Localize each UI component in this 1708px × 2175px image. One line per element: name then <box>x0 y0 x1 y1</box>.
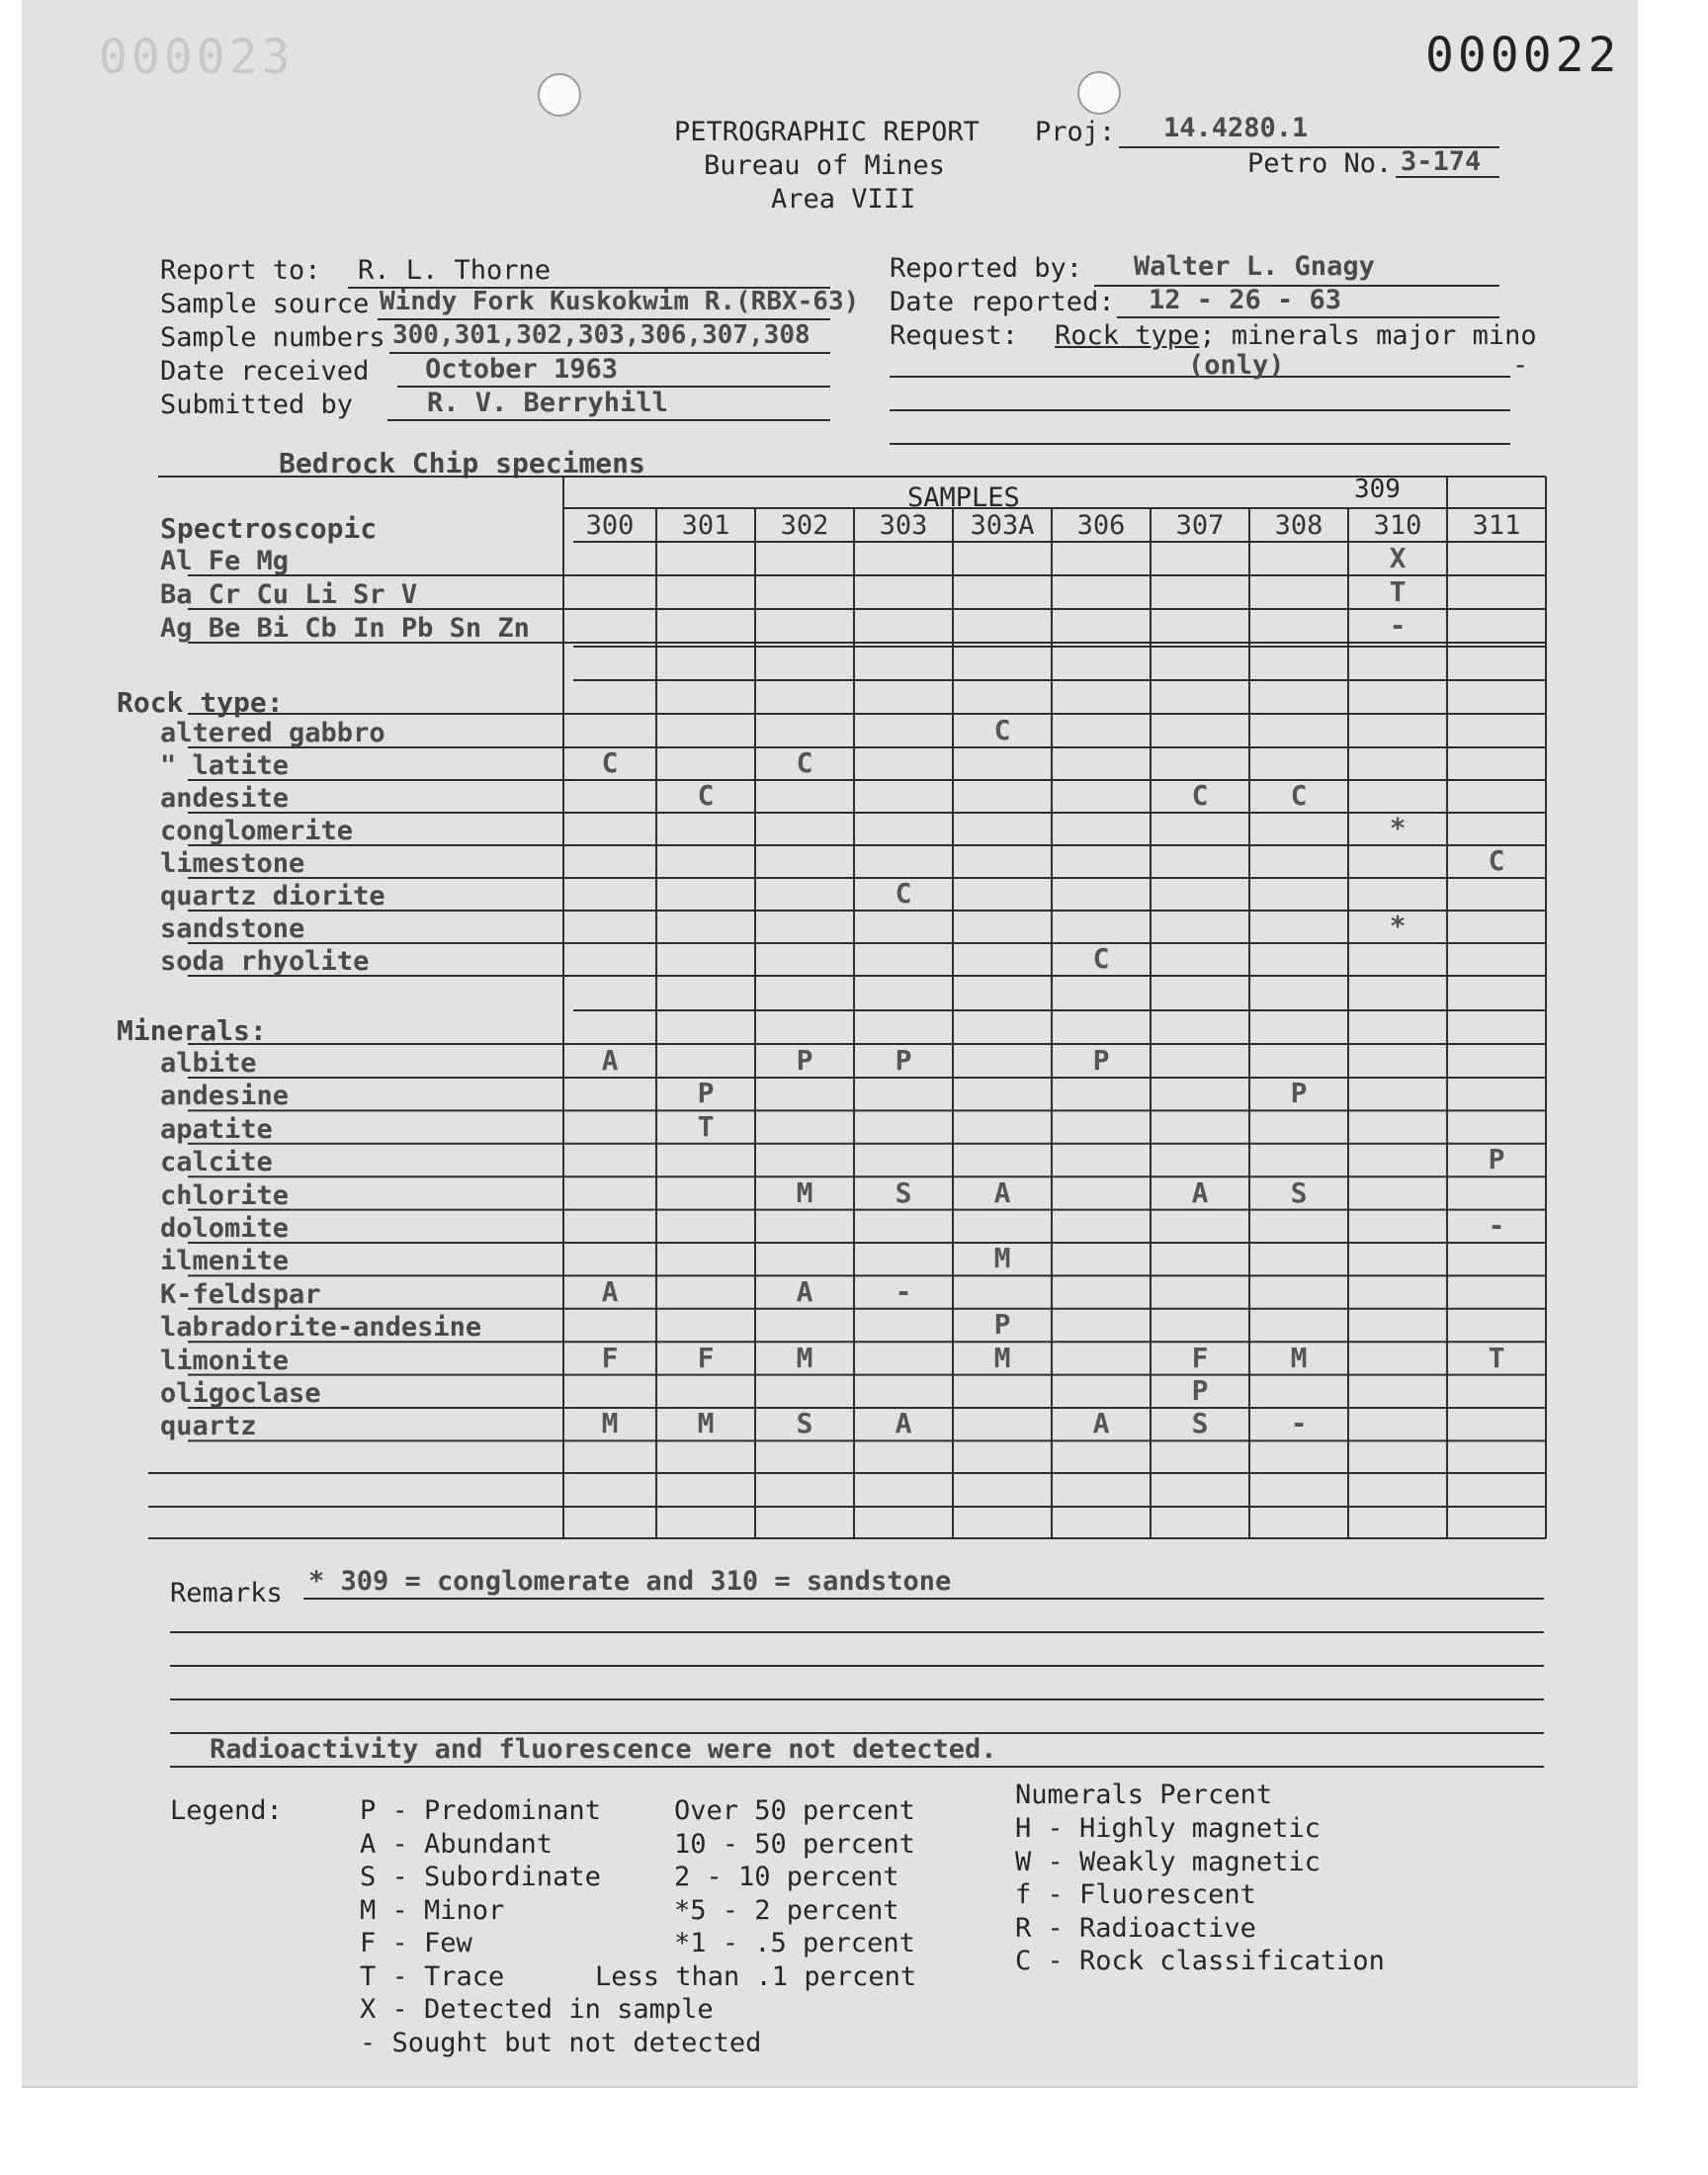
mineral-cell: F <box>697 1341 715 1374</box>
proj-value: 14.4280.1 <box>1163 113 1309 143</box>
legend-right-item: H - Highly magnetic <box>1015 1813 1321 1844</box>
mineral-cell: S <box>796 1407 813 1440</box>
col-header-302: 302 <box>780 510 829 541</box>
rock-row-label: altered gabbro <box>160 718 385 748</box>
sample-source-label: Sample source <box>160 289 370 319</box>
mineral-cell: M <box>796 1175 813 1209</box>
rock-row-label: limestone <box>160 848 305 879</box>
request-underlined-text: Rock type <box>1055 320 1200 351</box>
mineral-cell: F <box>601 1341 619 1374</box>
mineral-cell: T <box>697 1109 715 1143</box>
mineral-row-label: labradorite-andesine <box>160 1312 482 1344</box>
legend-description: *1 - .5 percent <box>674 1928 915 1958</box>
report-to-label: Report to: <box>160 255 321 286</box>
petro-value: 3-174 <box>1401 146 1482 177</box>
bleed-through-number: 000023 <box>99 30 295 85</box>
legend-label: Legend: <box>170 1795 283 1826</box>
legend-code: P - Predominant <box>360 1795 601 1826</box>
document-page <box>22 0 1638 2088</box>
rock-cell: C <box>1191 779 1209 812</box>
mineral-cell: F <box>1191 1341 1209 1374</box>
spectro-cell: X <box>1389 542 1407 574</box>
mineral-cell: A <box>895 1407 912 1440</box>
col-header-300: 300 <box>585 510 635 541</box>
sample-source-value: Windy Fork Kuskokwim R.(RBX-63) <box>380 287 860 316</box>
remarks-underline-1 <box>303 1598 1544 1600</box>
legend-description: Less than .1 percent <box>595 1960 917 1992</box>
request-label: Request: <box>890 320 1019 351</box>
col-header-307: 307 <box>1175 510 1225 541</box>
mineral-cell: T <box>1488 1341 1505 1374</box>
spectroscopic-label: Spectroscopic <box>160 512 378 545</box>
mineral-cell: A <box>1092 1407 1110 1440</box>
report-title: PETROGRAPHIC REPORT <box>674 117 980 147</box>
legend-code: F - Few <box>360 1928 472 1958</box>
mineral-cell: P <box>1488 1143 1505 1176</box>
mineral-cell: - <box>895 1274 912 1308</box>
legend-right-item: W - Weakly magnetic <box>1015 1846 1321 1877</box>
mineral-cell: P <box>993 1308 1011 1342</box>
mineral-cell: M <box>1290 1341 1308 1374</box>
mineral-cell: S <box>1290 1175 1308 1209</box>
mineral-cell: A <box>796 1274 813 1308</box>
samples-label: SAMPLES <box>907 482 1020 513</box>
spectro-row-label: Al Fe Mg <box>160 546 290 576</box>
remarks-underline-3 <box>170 1665 1544 1667</box>
mineral-row-label: oligoclase <box>160 1378 321 1409</box>
mineral-cell: A <box>993 1175 1011 1209</box>
rock-cell: C <box>1092 942 1110 975</box>
col-header-306: 306 <box>1076 510 1126 541</box>
mineral-cell: M <box>601 1407 619 1440</box>
report-area: Area VIII <box>771 184 916 215</box>
report-subtitle: Bureau of Mines <box>704 150 945 181</box>
mineral-row-label: quartz <box>160 1411 257 1442</box>
mineral-cell: P <box>895 1044 912 1077</box>
mineral-cell: M <box>796 1341 813 1374</box>
mineral-row-label: calcite <box>160 1147 273 1178</box>
rock-row-label: soda rhyolite <box>160 946 370 977</box>
mineral-cell: P <box>697 1077 715 1110</box>
col-header-308: 308 <box>1274 510 1324 541</box>
remarks-underline-4 <box>170 1698 1544 1700</box>
sample-numbers-label: Sample numbers <box>160 322 385 353</box>
rock-cell: * <box>1389 812 1407 844</box>
rock-cell: C <box>895 877 912 910</box>
rock-cell: C <box>1290 779 1308 812</box>
mineral-cell: - <box>1290 1407 1308 1440</box>
sample-numbers-value: 300,301,302,303,306,307,308 <box>392 320 811 350</box>
rock-cell: C <box>1488 844 1505 877</box>
mineral-row-label: K-feldspar <box>160 1278 321 1310</box>
remarks-underline-6 <box>170 1766 1544 1768</box>
rock-row-label: sandstone <box>160 914 305 944</box>
legend-code: X - Detected in sample <box>360 1994 714 2025</box>
remarks-label: Remarks <box>170 1578 283 1609</box>
col-header-301: 301 <box>681 510 730 541</box>
spectro-row-label: Ba Cr Cu Li Sr V <box>160 579 418 610</box>
mineral-row-label: limonite <box>160 1345 290 1376</box>
reported-by-label: Reported by: <box>890 253 1083 284</box>
legend-right-item: C - Rock classification <box>1015 1946 1385 1976</box>
rock-row-label: andesite <box>160 783 290 814</box>
col-header-303: 303 <box>879 510 928 541</box>
mineral-row-label: chlorite <box>160 1179 290 1211</box>
remarks-line-1: * 309 = conglomerate and 310 = sandstone <box>308 1566 952 1597</box>
legend-code: T - Trace <box>360 1960 505 1992</box>
mineral-cell: A <box>601 1274 619 1308</box>
col-header-303a: 303A <box>970 510 1035 541</box>
legend-right-item: R - Radioactive <box>1015 1912 1256 1944</box>
minerals-label: Minerals: <box>117 1014 267 1047</box>
reported-by-value: Walter L. Gnagy <box>1134 251 1375 282</box>
col-309-note: 309 <box>1354 475 1401 504</box>
mineral-cell: S <box>1191 1407 1209 1440</box>
mineral-row-label: apatite <box>160 1113 273 1145</box>
mineral-cell: M <box>697 1407 715 1440</box>
request-value-line2: (only) <box>1188 350 1285 381</box>
mineral-cell: P <box>1191 1374 1209 1407</box>
spectro-row-label: Ag Be Bi Cb In Pb Sn Zn <box>160 613 530 644</box>
legend-right-item: f - Fluorescent <box>1015 1879 1256 1910</box>
rock-row-label: conglomerite <box>160 816 354 846</box>
mineral-row-label: andesine <box>160 1081 290 1112</box>
rock-cell: C <box>993 714 1011 746</box>
mineral-cell: M <box>993 1341 1011 1374</box>
legend-code: M - Minor <box>360 1894 505 1926</box>
rock-cell: C <box>697 779 715 812</box>
mineral-cell: M <box>993 1242 1011 1275</box>
rock-row-label: " latite <box>160 750 290 781</box>
mineral-cell: P <box>1092 1044 1110 1077</box>
mineral-row-label: albite <box>160 1048 257 1079</box>
mineral-cell: P <box>796 1044 813 1077</box>
mineral-cell: S <box>895 1175 912 1209</box>
rock-cell: C <box>601 746 619 779</box>
legend-code: A - Abundant <box>360 1828 554 1860</box>
date-received-value: October 1963 <box>425 354 619 385</box>
date-received-label: Date received <box>160 356 370 387</box>
document-number: 000022 <box>1425 28 1621 83</box>
request-dash: - <box>1512 350 1529 381</box>
submitted-by-label: Submitted by <box>160 390 354 420</box>
mineral-cell: A <box>1191 1175 1209 1209</box>
petro-label: Petro No. <box>1247 148 1393 179</box>
report-to-value: R. L. Thorne <box>358 255 552 286</box>
mineral-cell: A <box>601 1044 619 1077</box>
mineral-cell: - <box>1488 1209 1505 1242</box>
spectro-cell: - <box>1389 609 1407 642</box>
col-header-311: 311 <box>1472 510 1521 541</box>
legend-right-title: Numerals Percent <box>1015 1780 1273 1810</box>
legend-description: 10 - 50 percent <box>674 1828 915 1860</box>
legend-description: Over 50 percent <box>674 1795 915 1826</box>
legend-description: 2 - 10 percent <box>674 1862 899 1892</box>
date-reported-value: 12 - 26 - 63 <box>1149 285 1342 315</box>
table-heading: Bedrock Chip specimens <box>279 447 645 479</box>
col-header-310: 310 <box>1373 510 1422 541</box>
rock-type-label: Rock type: <box>117 686 284 719</box>
remarks-line-2: Radioactivity and fluorescence were not detected. <box>210 1734 997 1765</box>
submitted-by-value: R. V. Berryhill <box>427 388 668 418</box>
mineral-cell: P <box>1290 1077 1308 1110</box>
spectro-cell: T <box>1389 575 1407 608</box>
mineral-row-label: ilmenite <box>160 1246 290 1277</box>
mineral-row-label: dolomite <box>160 1213 290 1244</box>
date-reported-label: Date reported: <box>890 287 1115 317</box>
legend-code: - Sought but not detected <box>360 2027 762 2058</box>
proj-label: Proj: <box>1035 117 1116 147</box>
rock-row-label: quartz diorite <box>160 881 385 912</box>
request-rest-text: ; minerals major mino <box>1199 320 1537 351</box>
rock-cell: * <box>1389 910 1407 942</box>
legend-description: *5 - 2 percent <box>674 1894 899 1926</box>
legend-code: S - Subordinate <box>360 1862 601 1892</box>
rock-cell: C <box>796 746 813 779</box>
remarks-underline-2 <box>170 1631 1544 1633</box>
